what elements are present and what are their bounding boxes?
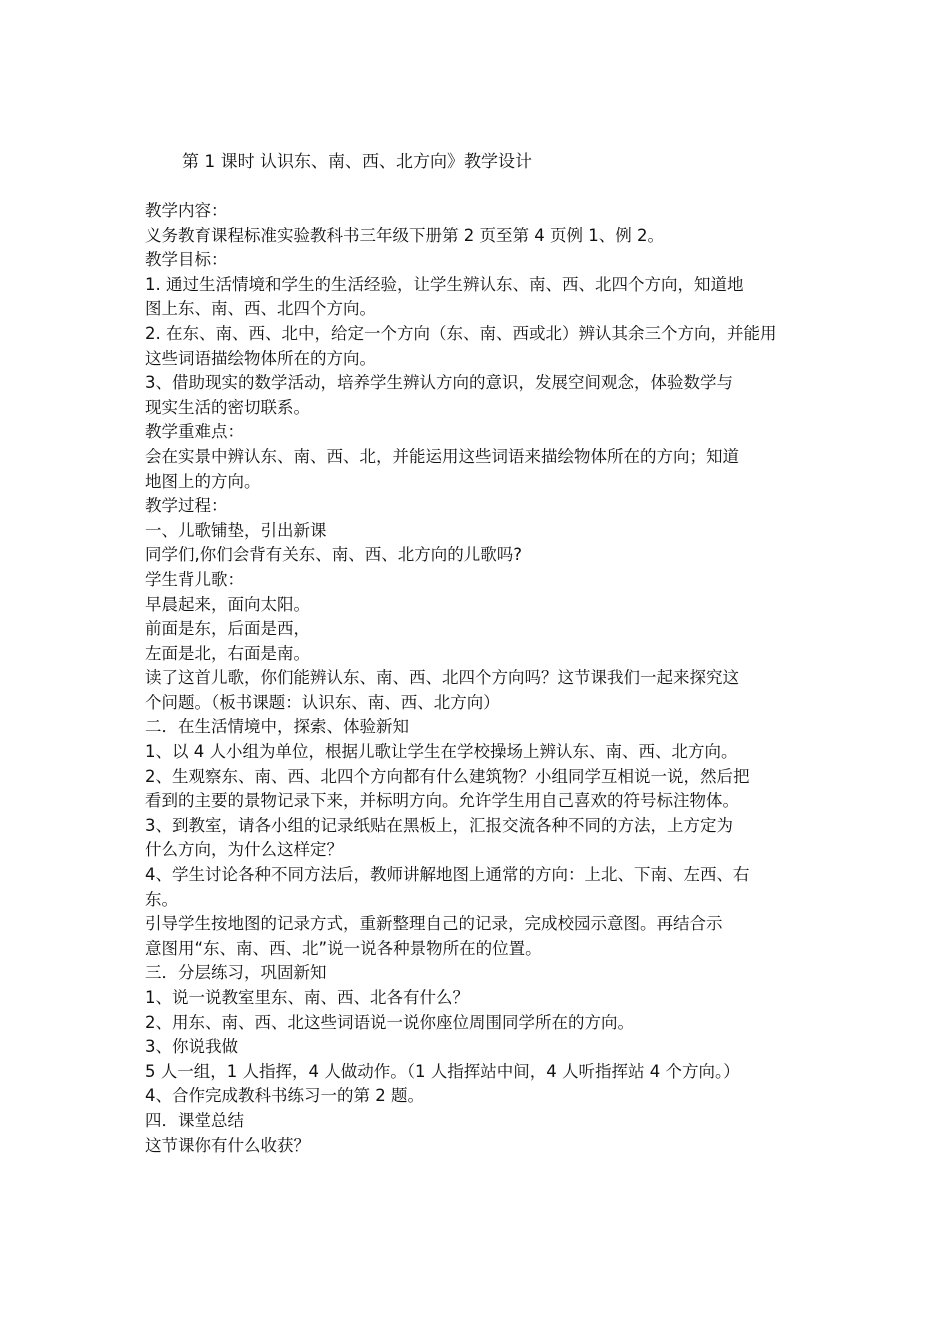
document-title: 第 1 课时 认识东、南、西、北方向》教学设计 bbox=[182, 152, 533, 172]
document-line: 左面是北，右面是南。 bbox=[145, 643, 310, 663]
document-line: 4、学生讨论各种不同方法后，教师讲解地图上通常的方向：上北、下南、左西、右 bbox=[145, 865, 750, 885]
document-line: 义务教育课程标准实验教科书三年级下册第 2 页至第 4 页例 1、例 2。 bbox=[145, 225, 664, 245]
document-line: 同学们,你们会背有关东、南、西、北方向的儿歌吗? bbox=[145, 545, 523, 565]
document-line: 1、说一说教室里东、南、西、北各有什么？ bbox=[145, 988, 469, 1007]
document-line: 一、儿歌铺垫，引出新课 bbox=[145, 520, 327, 540]
document-line: 这节课你有什么收获？ bbox=[145, 1135, 310, 1155]
document-line: 3、借助现实的数学活动，培养学生辨认方向的意识，发展空间观念，体验数学与 bbox=[145, 373, 733, 393]
document-line: 3、你说我做 bbox=[145, 1037, 238, 1057]
document-line: 1、以 4 人小组为单位，根据儿歌让学生在学校操场上辨认东、南、西、北方向。 bbox=[145, 742, 738, 762]
document-line: 4、合作完成教科书练习一的第 2 题。 bbox=[145, 1086, 424, 1106]
document-line: 地图上的方向。 bbox=[145, 471, 261, 491]
document-line: 早晨起来，面向太阳。 bbox=[145, 594, 310, 614]
document-line: 教学目标： bbox=[145, 250, 228, 270]
document-line: 意图用“东、南、西、北”说一说各种景物所在的位置。 bbox=[145, 938, 542, 958]
document-line: 读了这首儿歌，你们能辨认东、南、西、北四个方向吗？这节课我们一起来探究这 bbox=[145, 668, 739, 688]
document-line: 2、生观察东、南、西、北四个方向都有什么建筑物？小组同学互相说一说，然后把 bbox=[145, 766, 750, 786]
document-line: 2. 在东、南、西、北中，给定一个方向（东、南、西或北）辨认其余三个方向，并能用 bbox=[145, 323, 777, 343]
document-line: 什么方向，为什么这样定？ bbox=[145, 840, 343, 860]
document-line: 前面是东，后面是西， bbox=[145, 619, 310, 639]
document-line: 个问题。（板书课题：认识东、南、西、北方向） bbox=[145, 692, 500, 712]
document-line: 1. 通过生活情境和学生的生活经验，让学生辨认东、南、西、北四个方向，知道地 bbox=[145, 274, 744, 294]
document-line: 这些词语描绘物体所在的方向。 bbox=[145, 348, 376, 368]
document-line: 引导学生按地图的记录方式，重新整理自己的记录，完成校园示意图。再结合示 bbox=[145, 914, 723, 934]
document-line: 2、用东、南、西、北这些词语说一说你座位周围同学所在的方向。 bbox=[145, 1012, 634, 1032]
document-line: 会在实景中辨认东、南、西、北，并能运用这些词语来描绘物体所在的方向；知道 bbox=[145, 446, 739, 466]
document-line: 三．分层练习，巩固新知 bbox=[145, 963, 327, 983]
document-line: 5 人一组，1 人指挥，4 人做动作。（1 人指挥站中间，4 人听指挥站 4 个方向。） bbox=[145, 1061, 740, 1081]
document-line: 东。 bbox=[145, 889, 178, 909]
document-line: 教学内容： bbox=[145, 201, 228, 220]
document-line: 教学重难点： bbox=[145, 422, 244, 442]
document-line: 看到的主要的景物记录下来，并标明方向。允许学生用自己喜欢的符号标注物体。 bbox=[145, 791, 739, 811]
document-line: 学生背儿歌： bbox=[145, 569, 244, 589]
document-line: 3、到教室，请各小组的记录纸贴在黑板上，汇报交流各种不同的方法，上方定为 bbox=[145, 815, 733, 835]
document-line: 二．在生活情境中，探索、体验新知 bbox=[145, 717, 409, 737]
document-line: 四．课堂总结 bbox=[145, 1110, 244, 1130]
document-line: 现实生活的密切联系。 bbox=[145, 397, 310, 417]
document-line: 图上东、南、西、北四个方向。 bbox=[145, 299, 376, 319]
document-line: 教学过程： bbox=[145, 496, 228, 516]
document-body bbox=[145, 199, 815, 1158]
